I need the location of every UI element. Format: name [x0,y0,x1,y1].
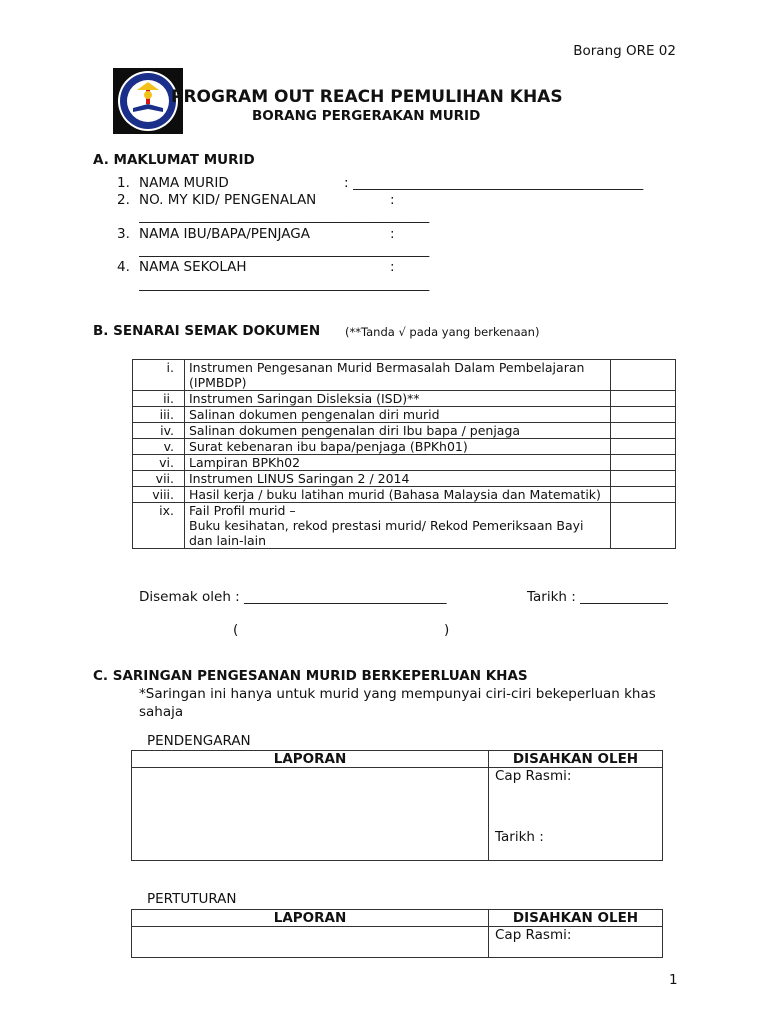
column-header-disahkan: DISAHKAN OLEH [489,751,663,768]
field-num: 2. [117,192,130,208]
item-text-line: Buku kesihatan, rekod prestasi murid/ Rekod Pemeriksaan Bayi dan lain-lain [189,518,584,548]
item-text: Instrumen Saringan Disleksia (ISD)** [185,391,611,407]
check-cell[interactable] [611,391,676,407]
item-number: ii. [133,391,185,407]
report-cell[interactable] [132,927,489,958]
column-header-laporan: LAPORAN [132,751,489,768]
check-cell[interactable] [611,471,676,487]
page-number: 1 [669,972,678,988]
item-text: Instrumen Pengesanan Murid Bermasalah Dalam Pembelajaran (IPMBDP) [185,360,611,391]
table-row [132,768,663,861]
field-num: 1. [117,175,130,191]
item-number: viii. [133,487,185,503]
item-number: i. [133,360,185,391]
item-text: Surat kebenaran ibu bapa/penjaga (BPKh01) [185,439,611,455]
item-text: Lampiran BPKh02 [185,455,611,471]
field-label-sekolah: NAMA SEKOLAH [139,259,247,275]
cap-rasmi-label: Cap Rasmi: [495,768,572,784]
table-row [133,487,676,503]
checked-by-field[interactable]: Disemak oleh : ______________________________ [139,589,447,605]
section-a-heading: A. MAKLUMAT MURID [93,152,255,168]
field-num: 3. [117,226,130,242]
column-header-laporan: LAPORAN [132,910,489,927]
document-checklist-table [132,359,676,549]
item-text [185,503,611,549]
check-cell[interactable] [611,455,676,471]
item-text-line: Fail Profil murid – [189,503,296,518]
paren-open: ( [233,622,239,638]
box-title-pendengaran: PENDENGARAN [147,733,251,749]
item-number: iv. [133,423,185,439]
table-header-row [132,910,663,927]
paren-close: ) [444,622,450,638]
field-colon: : [390,192,395,208]
field-line-penjaga[interactable]: ___________________________________________ [139,242,430,258]
table-row [133,391,676,407]
check-cell[interactable] [611,407,676,423]
box-title-pertuturan: PERTUTURAN [147,891,237,907]
field-colon: : [390,259,395,275]
item-text: Hasil kerja / buku latihan murid (Bahasa Malaysia dan Matematik) [185,487,611,503]
item-number: vii. [133,471,185,487]
column-header-disahkan: DISAHKAN OLEH [489,910,663,927]
field-line-pengenalan[interactable]: ___________________________________________ [139,208,430,224]
field-label-nama-murid: NAMA MURID [139,175,229,191]
table-row [133,407,676,423]
table-row [133,423,676,439]
section-c-note: *Saringan ini hanya untuk murid yang mempunyai ciri-ciri bekeperluan khas sahaja [139,686,656,720]
report-cell[interactable] [132,768,489,861]
field-colon: : [344,175,349,191]
cap-rasmi-label: Cap Rasmi: [495,927,572,943]
section-c-heading: C. SARINGAN PENGESANAN MURID BERKEPERLUAN KHAS [93,668,528,684]
field-label-pengenalan: NO. MY KID/ PENGENALAN [139,192,317,208]
field-line-sekolah[interactable]: ___________________________________________ [139,276,430,292]
form-subtitle: BORANG PERGERAKAN MURID [252,108,481,124]
table-header-row [132,751,663,768]
item-number: v. [133,439,185,455]
form-code: Borang ORE 02 [573,43,676,59]
item-text: Salinan dokumen pengenalan diri Ibu bapa / penjaga [185,423,611,439]
check-cell[interactable] [611,487,676,503]
section-b-heading: B. SENARAI SEMAK DOKUMEN [93,323,321,339]
verification-cell[interactable] [489,768,663,861]
field-label-penjaga: NAMA IBU/BAPA/PENJAGA [139,226,310,242]
date-label[interactable]: Tarikh : _____________ [527,589,668,605]
check-cell[interactable] [611,503,676,549]
table-row [133,503,676,549]
pertuturan-table [131,909,663,958]
item-text: Instrumen LINUS Saringan 2 / 2014 [185,471,611,487]
field-num: 4. [117,259,130,275]
field-colon: : [390,226,395,242]
check-cell[interactable] [611,423,676,439]
form-title: PROGRAM OUT REACH PEMULIHAN KHAS [171,87,563,107]
table-row [133,471,676,487]
item-text: Salinan dokumen pengenalan diri murid [185,407,611,423]
item-number: iii. [133,407,185,423]
table-row [133,439,676,455]
item-number: vi. [133,455,185,471]
check-cell[interactable] [611,439,676,455]
table-row [132,927,663,958]
check-cell[interactable] [611,360,676,391]
section-b-note: (**Tanda √ pada yang berkenaan) [345,325,540,339]
pendengaran-table [131,750,663,861]
tarikh-label: Tarikh : [495,829,544,845]
verification-cell[interactable] [489,927,663,958]
field-line-nama-murid[interactable]: ___________________________________________ [353,175,644,191]
item-number: ix. [133,503,185,549]
table-row [133,455,676,471]
table-row [133,360,676,391]
